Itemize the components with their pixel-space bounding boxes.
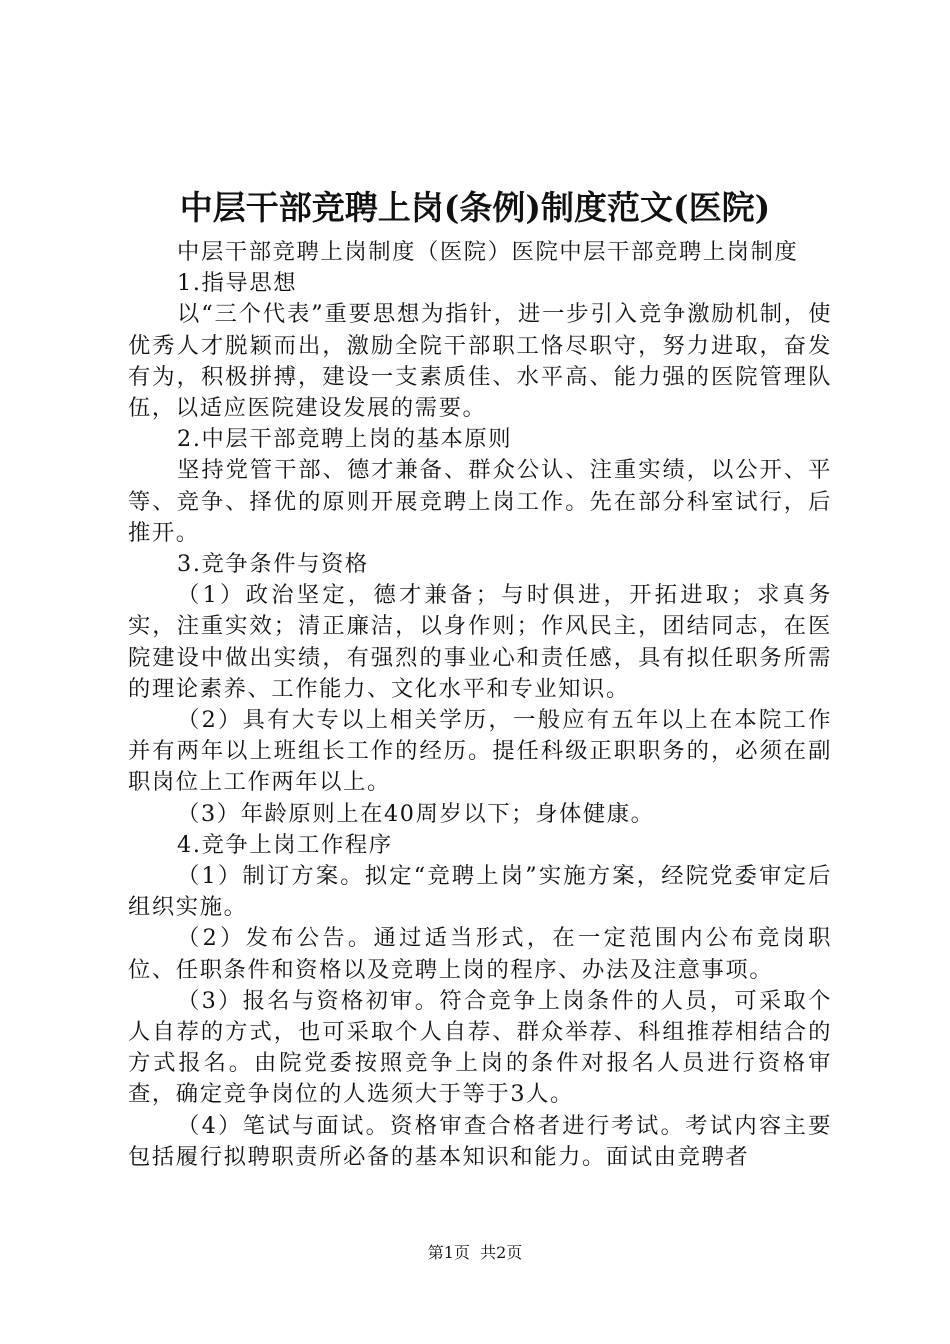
page-number: 第1页 bbox=[427, 1243, 470, 1262]
heading-conditions: 3.竞争条件与资格 bbox=[177, 551, 369, 578]
paragraph-condition-1: （1）政治坚定，德才兼备；与时俱进，开拓进取；求真务实，注重实效；清正廉洁，以身作则；作风民主，团结同志，在医院建设中做出实绩，有强烈的事业心和责任感，具有拟任职务所需的理论素养、工作能力、文化水平和专业知识。 bbox=[128, 582, 832, 702]
paragraph-procedure-4: （4）笔试与面试。资格审查合格者进行考试。考试内容主要包括履行拟聘职责所必备的基本知识和能力。面试由竞聘者 bbox=[128, 1112, 832, 1170]
paragraph-procedure-2: （2）发布公告。通过适当形式，在一定范围内公布竞岗职位、任职条件和资格以及竞聘上岗的程序、办法及注意事项。 bbox=[128, 925, 832, 983]
paragraph-procedure-1: （1）制订方案。拟定“竞聘上岗”实施方案，经院党委审定后组织实施。 bbox=[128, 863, 832, 921]
heading-guiding-ideology: 1.指导思想 bbox=[177, 270, 298, 297]
document-body bbox=[128, 237, 832, 1173]
paragraph-procedure-3: （3）报名与资格初审。符合竞争上岗条件的人员，可采取个人自荐的方式，也可采取个人自荐、群众举荐、科组推荐相结合的方式报名。由院党委按照竞争上岗的条件对报名人员进行资格审查，确定竞争岗位的人选须大于等于3人。 bbox=[128, 987, 832, 1108]
paragraph-basic-principles: 坚持党管干部、德才兼备、群众公认、注重实绩，以公开、平等、竞争、择优的原则开展竞聘上岗工作。先在部分科室试行，后推开。 bbox=[128, 457, 832, 546]
heading-basic-principles: 2.中层干部竞聘上岗的基本原则 bbox=[177, 426, 513, 453]
paragraph-condition-2: （2）具有大专以上相关学历，一般应有五年以上在本院工作并有两年以上班组长工作的经历。提任科级正职职务的，必须在副职岗位上工作两年以上。 bbox=[128, 707, 832, 796]
paragraph-intro: 中层干部竞聘上岗制度（医院）医院中层干部竞聘上岗制度 bbox=[177, 239, 799, 265]
paragraph-condition-3: （3）年龄原则上在40周岁以下；身体健康。 bbox=[177, 800, 655, 827]
document-title: 中层干部竞聘上岗(条例)制度范文(医院) bbox=[179, 188, 771, 227]
page-total: 共2页 bbox=[480, 1243, 523, 1262]
page-footer bbox=[0, 1242, 950, 1264]
footer-spacer bbox=[470, 1243, 480, 1262]
paragraph-guiding-ideology: 以“三个代表”重要思想为指针，进一步引入竞争激励机制，使优秀人才脱颖而出，激励全院干部职工恪尽职守，努力进取，奋发有为，积极拼搏，建设一支素质佳、水平高、能力强的医院管理队伍，以适应医院建设发展的需要。 bbox=[128, 301, 832, 422]
heading-procedure: 4.竞争上岗工作程序 bbox=[177, 831, 393, 858]
